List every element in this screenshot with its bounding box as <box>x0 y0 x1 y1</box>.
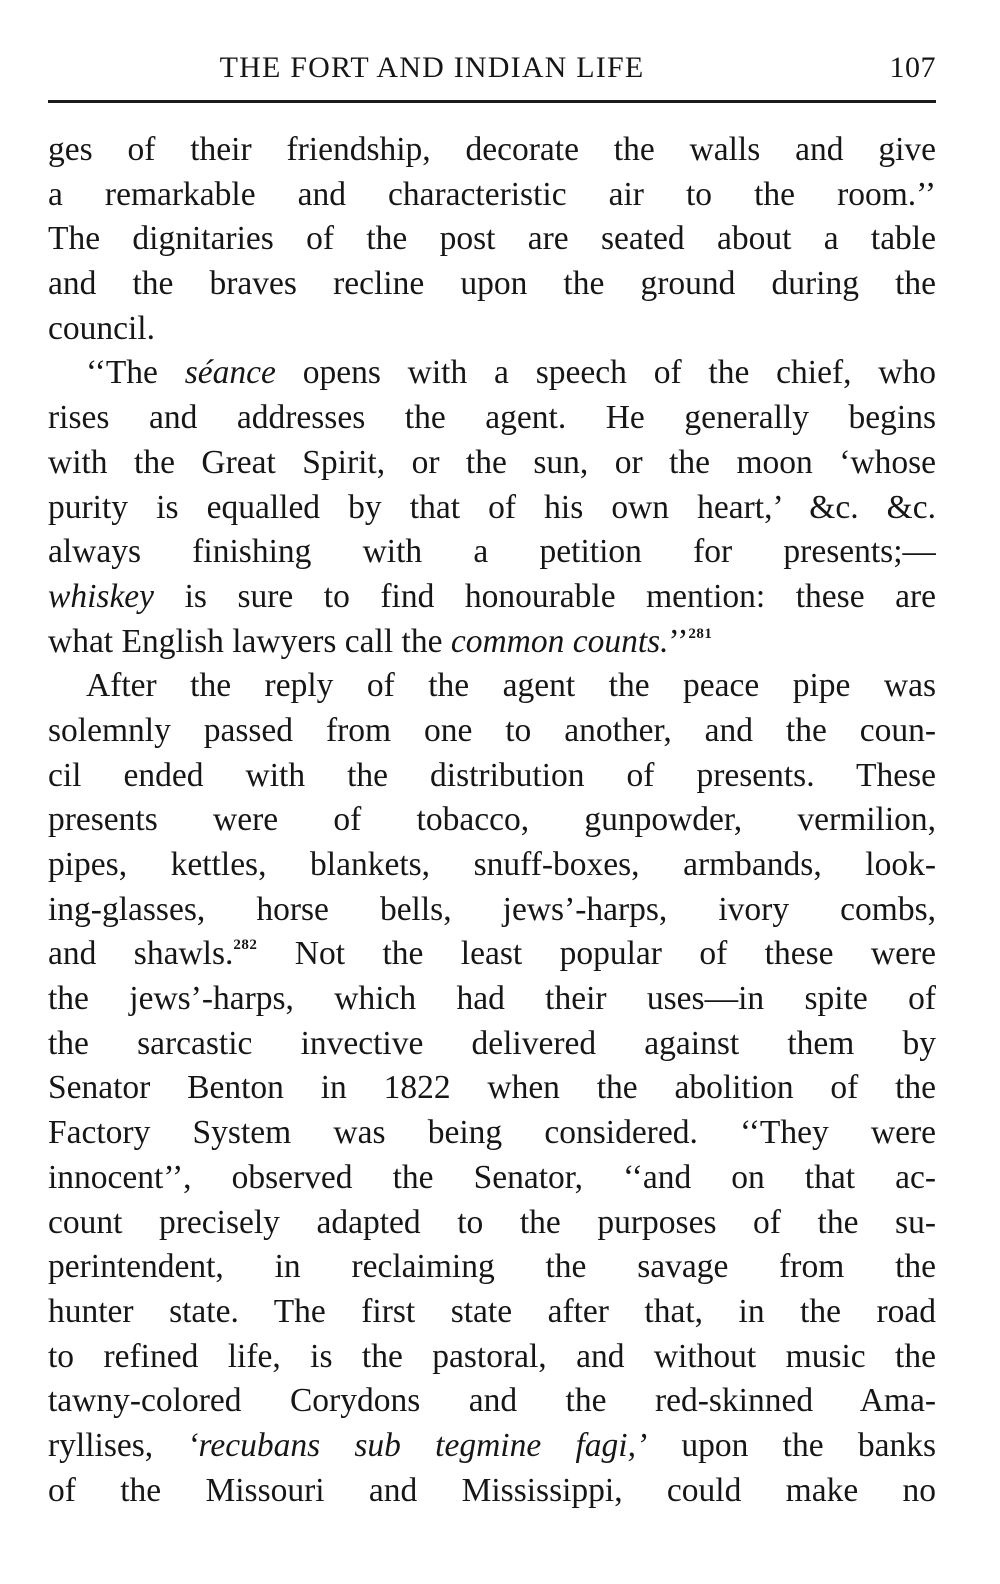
text-line: ing-glasses, horse bells, jews’-harps, ivory combs, <box>48 890 936 928</box>
text-line <box>48 932 936 977</box>
text-line: The dignitaries of the post are seated about a table <box>48 220 936 258</box>
header-rule <box>48 100 936 103</box>
body-text <box>48 128 936 1513</box>
italic-latin-quote: ‘recubans sub tegmine fagi,’ <box>187 1426 648 1464</box>
italic-seance: séance <box>184 354 276 392</box>
text-line: After the reply of the agent the peace pipe was <box>86 667 936 705</box>
text-line: always finishing with a petition for presents;— <box>48 533 936 571</box>
text-line: council. <box>48 309 155 347</box>
text-line: the sarcastic invective delivered against them by <box>48 1024 936 1062</box>
text-run: Not the least popular of these were <box>257 935 936 973</box>
text-line: a remarkable and characteristic air to the room.’’ <box>48 175 936 213</box>
text-run: ’’ <box>668 622 689 660</box>
text-line: innocent’’, observed the Senator, ‘‘and on that ac- <box>48 1158 936 1196</box>
text-line: solemnly passed from one to another, and the coun- <box>48 711 936 749</box>
text-line: pipes, kettles, blankets, snuff-boxes, armbands, look- <box>48 846 936 883</box>
text-line: rises and addresses the agent. He generally begins <box>48 399 936 437</box>
text-line: of the Missouri and Mississippi, could make no <box>48 1471 936 1509</box>
text-line <box>48 351 936 396</box>
text-line: with the Great Spirit, or the sun, or the moon ‘whose <box>48 443 936 481</box>
text-line: the jews’-harps, which had their uses—in spite of <box>48 980 936 1018</box>
text-run: ryllises, <box>48 1426 188 1464</box>
book-page <box>48 0 936 1584</box>
text-line: to refined life, is the pastoral, and without music the <box>48 1337 936 1375</box>
italic-whiskey: whiskey <box>48 577 155 615</box>
text-run: ‘‘The <box>86 354 185 392</box>
text-line: count precisely adapted to the purposes of the su- <box>48 1203 936 1241</box>
text-line <box>48 620 936 665</box>
text-run: and shawls. <box>48 935 234 973</box>
text-line: perintendent, in reclaiming the savage from the <box>48 1248 936 1286</box>
text-line <box>48 1424 936 1469</box>
text-line: purity is equalled by that of his own heart,’ &c. &c. <box>48 488 936 526</box>
footnote-ref-282[interactable]: 282 <box>233 937 258 954</box>
running-title: THE FORT AND INDIAN LIFE <box>219 51 645 84</box>
text-run: what English lawyers call the <box>48 622 451 660</box>
text-line <box>48 575 936 620</box>
text-line: Factory System was being considered. ‘‘They were <box>48 1114 936 1152</box>
text-line: tawny-colored Corydons and the red-skinned Ama- <box>48 1382 936 1420</box>
text-line: hunter state. The first state after that, in the road <box>48 1292 936 1330</box>
text-run: is sure to find honourable mention: these are <box>154 577 936 615</box>
text-run: upon the banks <box>647 1426 936 1464</box>
text-line: ges of their friendship, decorate the walls and give <box>48 131 936 168</box>
text-line: presents were of tobacco, gunpowder, vermilion, <box>48 801 936 839</box>
text-line: and the braves recline upon the ground during the <box>48 265 936 303</box>
text-line: cil ended with the distribution of presents. These <box>48 756 936 794</box>
text-line: Senator Benton in 1822 when the abolition of the <box>48 1069 936 1107</box>
page-number: 107 <box>889 51 936 84</box>
page-header <box>48 48 936 92</box>
footnote-ref-281[interactable]: 281 <box>688 625 713 642</box>
italic-common-counts: common counts. <box>450 622 669 660</box>
text-run: opens with a speech of the chief, who <box>275 354 936 392</box>
